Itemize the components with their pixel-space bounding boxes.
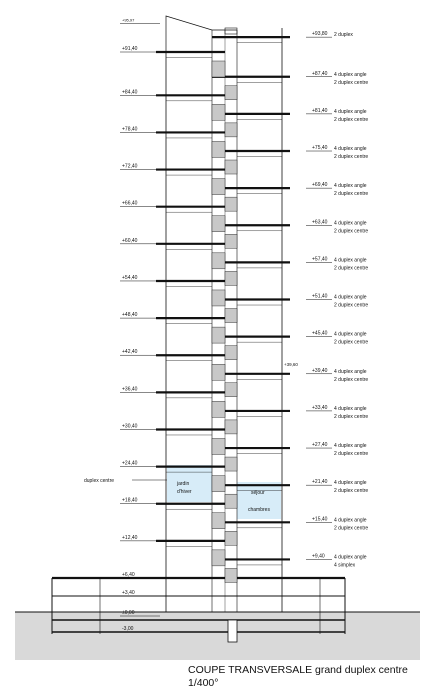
- right-level-note: 2 duplex: [334, 32, 353, 39]
- left-level-marker: [120, 46, 160, 52]
- right-level-note: 4 simplex: [334, 562, 356, 569]
- right-level-note: 2 duplex centre: [334, 525, 369, 532]
- right-level-label: +75,40: [312, 145, 328, 152]
- right-level-label: +15,40: [312, 516, 328, 523]
- core-level-mark: +39,60: [284, 362, 298, 367]
- glazing-right: [225, 86, 237, 100]
- section-scale: 1/400°: [188, 677, 219, 689]
- left-level-label: +24,40: [122, 460, 138, 467]
- right-level-note: 2 duplex centre: [334, 376, 369, 383]
- right-level-label: +51,40: [312, 293, 328, 300]
- left-level-label: +95,97: [122, 17, 135, 23]
- right-level-note: 2 duplex centre: [334, 154, 369, 161]
- right-level-label: +45,40: [312, 330, 328, 337]
- right-level-note: 4 duplex angle: [334, 71, 367, 78]
- right-level-label: +27,40: [312, 442, 328, 449]
- right-level-note: 2 duplex centre: [334, 488, 369, 495]
- left-level-label: +18,40: [122, 497, 138, 504]
- glazing-right: [225, 346, 237, 360]
- glazing-right: [225, 494, 237, 508]
- right-level-note: 4 duplex angle: [334, 257, 367, 264]
- left-level-label: +54,40: [122, 274, 138, 281]
- right-level-note: 4 duplex angle: [334, 480, 367, 487]
- right-level-note: 4 duplex angle: [334, 368, 367, 375]
- right-level-marker: [306, 145, 368, 160]
- left-level-label: +84,40: [122, 89, 138, 96]
- right-level-marker: [306, 219, 368, 234]
- roof-core-box: [225, 28, 237, 34]
- right-level-marker: [306, 71, 368, 86]
- glazing-right: [225, 123, 237, 137]
- left-level-marker: [120, 275, 160, 281]
- glazing-left: [212, 141, 225, 157]
- left-level-marker: [120, 201, 160, 207]
- glazing-left: [212, 290, 225, 306]
- left-level-markers: [120, 18, 160, 632]
- left-level-label: +12,40: [122, 534, 138, 541]
- right-level-label: +57,40: [312, 256, 328, 263]
- glazing-left: [212, 438, 225, 454]
- right-level-note: 4 duplex angle: [334, 554, 367, 561]
- left-level-marker: [120, 89, 160, 95]
- right-level-markers: [306, 31, 368, 568]
- caption: [188, 664, 418, 690]
- right-level-note: 2 duplex centre: [334, 228, 369, 235]
- right-level-label: +9,40: [312, 553, 325, 560]
- left-level-marker: [120, 498, 160, 504]
- right-level-note: 4 duplex angle: [334, 405, 367, 412]
- left-level-label: +6,40: [122, 572, 135, 578]
- glazing-left: [212, 216, 225, 232]
- right-level-note: 4 duplex angle: [334, 146, 367, 153]
- section-title: COUPE TRANSVERSALE grand duplex centre: [188, 664, 408, 676]
- right-level-label: +93,80: [312, 31, 328, 38]
- left-level-marker: [120, 164, 160, 170]
- left-level-marker: [120, 461, 160, 467]
- left-level-marker: [120, 423, 160, 429]
- duplex-centre-highlight-right: [237, 482, 281, 519]
- left-level-label: +78,40: [122, 126, 138, 133]
- glazing-left: [212, 364, 225, 380]
- right-level-marker: [306, 442, 368, 457]
- right-level-note: 4 duplex angle: [334, 183, 367, 190]
- right-level-label: +39,40: [312, 367, 328, 374]
- glazing-left: [212, 61, 225, 77]
- right-level-label: +33,40: [312, 404, 328, 411]
- right-level-label: +63,40: [312, 219, 328, 226]
- left-level-label: +3,40: [122, 589, 135, 596]
- right-level-note: 4 duplex angle: [334, 108, 367, 115]
- right-level-marker: [306, 553, 367, 568]
- left-level-label: +30,40: [122, 423, 138, 430]
- basement: [52, 578, 345, 642]
- duplex-centre-pointer-label: duplex centre: [84, 478, 115, 484]
- right-level-marker: [306, 256, 368, 271]
- left-level-label: +66,40: [122, 200, 138, 207]
- glazing-right: [225, 309, 237, 323]
- right-level-note: 2 duplex centre: [334, 339, 369, 346]
- left-level-label: +48,40: [122, 312, 138, 319]
- glazing-right: [225, 234, 237, 248]
- left-level-marker: [120, 590, 160, 596]
- lift-pit: [228, 620, 237, 642]
- glazing-left: [212, 476, 225, 492]
- right-level-note: 2 duplex centre: [334, 116, 369, 123]
- left-level-marker: [120, 535, 160, 541]
- left-level-marker: [120, 18, 160, 24]
- right-level-label: +21,40: [312, 479, 328, 486]
- glazing-right: [225, 197, 237, 211]
- glazing-left: [212, 401, 225, 417]
- right-level-marker: [306, 516, 368, 531]
- right-level-note: 4 duplex angle: [334, 443, 367, 450]
- right-level-marker: [306, 294, 368, 309]
- left-level-label: +60,40: [122, 237, 138, 244]
- glazing-right: [225, 420, 237, 434]
- right-level-marker: [306, 405, 368, 420]
- room-label-chambres: chambres: [248, 507, 270, 513]
- right-level-marker: [306, 182, 368, 197]
- left-level-label: +36,40: [122, 386, 138, 393]
- glazing-left: [212, 179, 225, 195]
- left-level-marker: [120, 126, 160, 132]
- glazing-left: [212, 327, 225, 343]
- left-level-label: +72,40: [122, 163, 138, 170]
- glazing-right: [225, 383, 237, 397]
- right-level-marker: [306, 479, 368, 494]
- glazing-right: [225, 568, 237, 582]
- glazing-right: [225, 531, 237, 545]
- glazing-right: [225, 457, 237, 471]
- glazing-left: [212, 513, 225, 529]
- right-level-note: 2 duplex centre: [334, 191, 369, 198]
- glazing-left: [212, 550, 225, 566]
- left-level-label: ±0,00: [122, 610, 135, 616]
- right-level-note: 4 duplex angle: [334, 294, 367, 301]
- glazing-left: [212, 104, 225, 120]
- glazing-right: [225, 160, 237, 174]
- right-level-note: 2 duplex centre: [334, 413, 369, 420]
- right-level-note: 4 duplex angle: [334, 220, 367, 227]
- right-level-note: 2 duplex centre: [334, 302, 369, 309]
- right-level-label: +69,40: [312, 182, 328, 189]
- left-level-marker: [120, 312, 160, 318]
- glazing-left: [212, 253, 225, 269]
- right-level-label: +87,40: [312, 70, 328, 77]
- right-level-marker: [306, 368, 368, 383]
- right-level-label: +81,40: [312, 107, 328, 114]
- right-level-note: 2 duplex centre: [334, 451, 369, 458]
- right-level-note: 2 duplex centre: [334, 79, 369, 86]
- right-level-note: 4 duplex angle: [334, 331, 367, 338]
- right-level-marker: [306, 31, 353, 38]
- right-level-marker: [306, 331, 368, 346]
- left-level-label: -3,00: [122, 626, 134, 632]
- left-level-label: +91,40: [122, 46, 138, 52]
- left-level-label: +42,40: [122, 349, 138, 356]
- right-level-marker: [306, 108, 368, 123]
- left-level-marker: [120, 386, 160, 392]
- left-level-marker: [120, 349, 160, 355]
- right-level-note: 4 duplex angle: [334, 517, 367, 524]
- glazing-right: [225, 271, 237, 285]
- right-level-note: 2 duplex centre: [334, 265, 369, 272]
- left-level-marker: [120, 238, 160, 244]
- room-label-sejour: séjour: [251, 490, 265, 496]
- room-label-jardin: jardin d'hiver: [177, 481, 192, 495]
